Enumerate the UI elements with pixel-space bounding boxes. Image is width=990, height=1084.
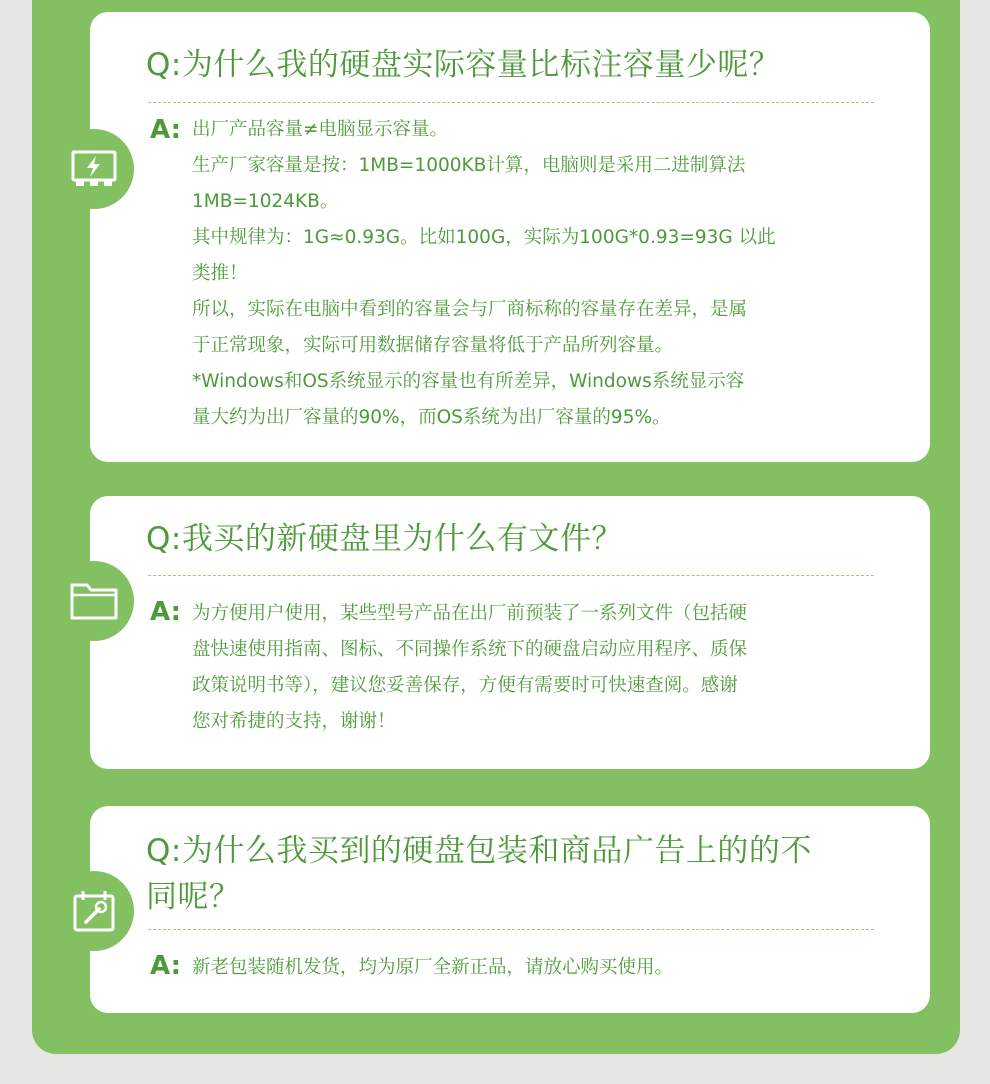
battery-charge-badge (54, 129, 134, 209)
answer-line: 为方便用户使用，某些型号产品在出厂前预装了一系列文件（包括硬 (192, 603, 748, 624)
divider (148, 929, 874, 930)
answer-label: A: (150, 951, 182, 981)
answer-line: 其中规律为：1G≈0.93G。比如100G，实际为100G*0.93=93G 以此 (192, 227, 776, 248)
answer-line: 出厂产品容量≠电脑显示容量。 (192, 119, 449, 140)
answer-line: 政策说明书等），建议您妥善保存，方便有需要时可快速查阅。感谢 (192, 675, 738, 696)
question-line: 同呢？ (146, 879, 241, 915)
answer-line: 1MB=1024KB。 (192, 191, 339, 212)
answer-line: 盘快速使用指南、图标、不同操作系统下的硬盘启动应用程序、质保 (192, 639, 748, 660)
answer-line: *Windows和OS系统显示的容量也有所差异，Windows系统显示容 (192, 371, 745, 392)
answer-line: 所以，实际在电脑中看到的容量会与厂商标称的容量存在差异，是属 (192, 299, 748, 320)
battery-charge-icon (69, 147, 119, 191)
folder-icon (69, 580, 119, 622)
answer-label: A: (150, 597, 182, 627)
calendar-wrench-badge (54, 871, 134, 951)
answer-label: A: (150, 115, 182, 145)
folder-badge (54, 561, 134, 641)
answer-line: 量大约为出厂容量的90%，而OS系统为出厂容量的95%。 (192, 407, 671, 428)
answer-text (192, 112, 906, 436)
question-line: Q:为什么我买到的硬盘包装和商品广告上的的不 (146, 833, 812, 869)
answer-text (192, 596, 906, 740)
answer-line: 类推！ (192, 263, 248, 284)
divider (148, 102, 874, 103)
answer-text (192, 950, 906, 986)
question-title: Q:我买的新硬盘里为什么有文件？ (146, 521, 623, 557)
faq-card-capacity (90, 12, 930, 462)
question-title (146, 828, 812, 920)
faq-card-preinstalled-files (90, 496, 930, 769)
faq-card-packaging (90, 806, 930, 1013)
answer-line: 于正常现象，实际可用数据储存容量将低于产品所列容量。 (192, 335, 674, 356)
answer-line: 新老包装随机发货，均为原厂全新正品，请放心购买使用。 (192, 957, 674, 978)
calendar-wrench-icon (71, 888, 117, 934)
answer-line: 生产厂家容量是按：1MB=1000KB计算，电脑则是采用二进制算法 (192, 155, 746, 176)
answer-line: 您对希捷的支持，谢谢！ (192, 711, 396, 732)
question-title: Q:为什么我的硬盘实际容量比标注容量少呢？ (146, 47, 781, 83)
divider (148, 575, 874, 576)
